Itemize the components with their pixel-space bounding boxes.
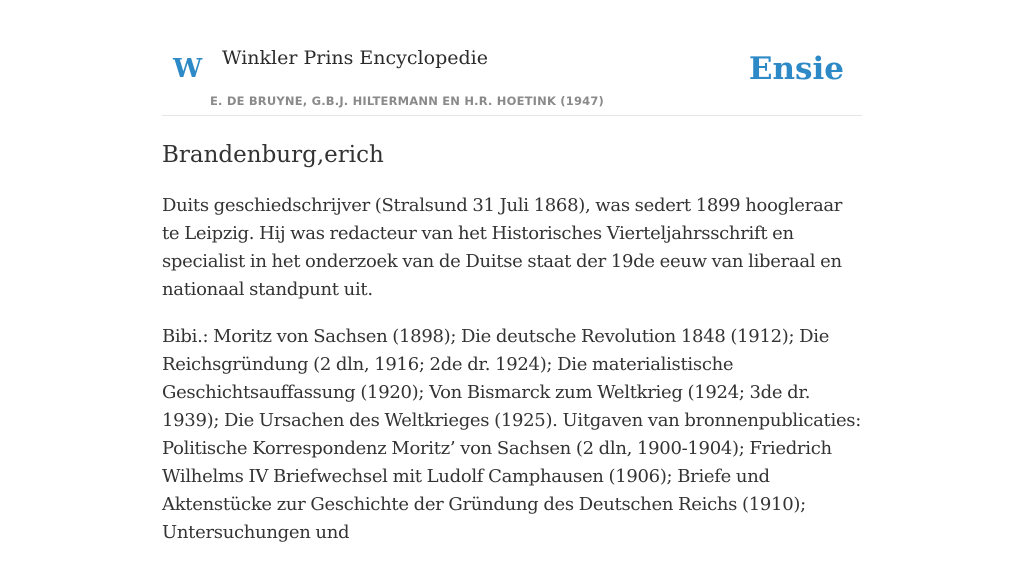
publication-authors: E. DE BRUYNE, G.B.J. HILTERMANN EN H.R. HOETINK (1947)	[210, 94, 605, 108]
entry-paragraph-description: Duits geschiedschrijver (Stralsund 31 Juli 1868), was sedert 1899 hoogleraar te Leipzig. Hij was redacteur van het Historisches Vierteljahrsschrift en specialist in het onderzoek van de Duitse staat der 19de eeuw van liberaal en nationaal standpunt uit.	[162, 195, 843, 300]
entry-paragraph-bibliography: Bibi.: Moritz von Sachsen (1898); Die deutsche Revolution 1848 (1912); Die Reichsgründung (2 dln, 1916; 2de dr. 1924); Die materialistische Geschichtsauffassung (1920); Von Bismarck zum Weltkrieg (1924; 3de dr. 1939); Die Ursachen des Weltkrieges (1925). Uitgaven van bronnenpublicaties: Politische Korrespondenz Moritz’ von Sachsen (2 dln, 1900-1904); Friedrich Wilhelms IV Briefwechsel mit Ludolf Camphausen (1906); Briefe und Aktenstücke zur Geschichte der Gründung des Deutschen Reichs (1910); Untersuchungen und	[162, 326, 861, 543]
ensie-logo-link[interactable]: Ensie	[748, 51, 844, 87]
entry-title: Brandenburg,erich	[162, 142, 384, 168]
winkler-prins-logo[interactable]: W	[173, 54, 203, 84]
page-header	[162, 0, 862, 116]
publication-title[interactable]: Winkler Prins Encyclopedie	[222, 47, 488, 69]
entry-body	[162, 192, 862, 566]
